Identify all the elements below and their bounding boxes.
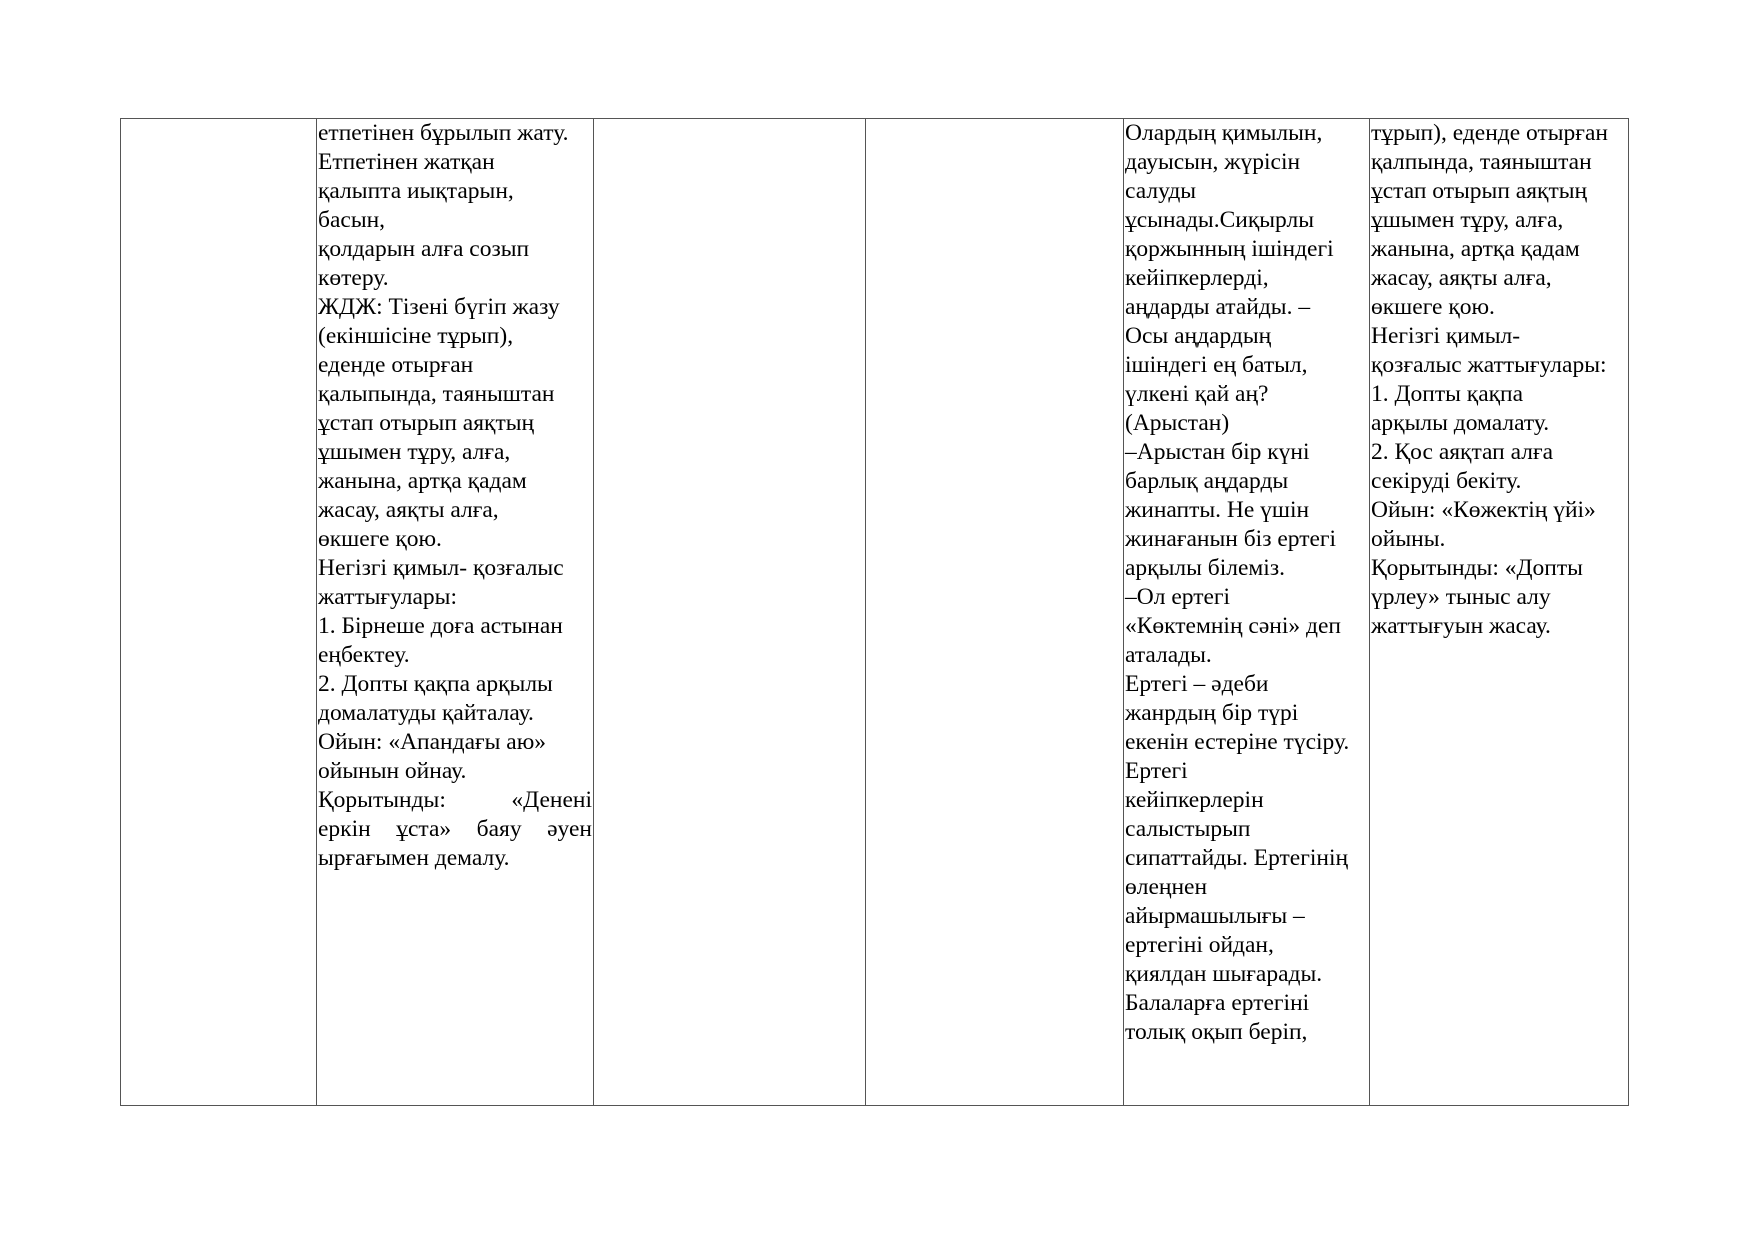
text-line: (екіншісіне тұрып), (318, 323, 514, 349)
text-line: жаттығулары: (318, 584, 457, 610)
word: ұста» (396, 816, 452, 842)
text-line: Негізгі қимыл- қозғалыс (318, 555, 564, 581)
text-line: екенін естеріне түсіру. (1125, 729, 1350, 755)
text-line: «Көктемнің сәні» деп (1125, 613, 1341, 639)
word: әуен (547, 816, 592, 842)
text-line: Негізгі қимыл- (1371, 323, 1521, 349)
text-line: ұшымен тұру, алға, (1371, 207, 1564, 233)
text-line: (Арыстан) (1125, 410, 1230, 436)
text-line: етпетінен бұрылып жату. (318, 120, 569, 146)
text-line: Ертегі – әдеби (1125, 671, 1269, 697)
text-line: Ертегі (1125, 758, 1188, 784)
text-line: жанына, артқа қадам (1371, 236, 1580, 262)
text-line: салыстырып (1125, 816, 1251, 842)
text-line: Олардың қимылын, (1125, 120, 1323, 146)
text-line: аталады. (1125, 642, 1212, 668)
text-line: арқылы білеміз. (1125, 555, 1285, 581)
text-line: қоржынның ішіндегі (1125, 236, 1334, 262)
text-line: жасау, аяқты алға, (318, 497, 499, 523)
text-line: Етпетінен жатқан (318, 149, 495, 175)
text-line: кейіпкерлерді, (1125, 265, 1269, 291)
text-line: жаттығуын жасау. (1371, 613, 1551, 639)
text-line: 1. Допты қақпа (1371, 381, 1524, 407)
text-line: өлеңнен (1125, 874, 1208, 900)
text-line: көтеру. (318, 265, 389, 291)
text-line: қиялдан шығарады. (1125, 961, 1323, 987)
col6-text (1371, 119, 1627, 641)
text-line: үрлеу» тыныс алу (1371, 584, 1551, 610)
word: баяу (476, 816, 522, 842)
text-line: ұстап отырып аяқтың (1371, 178, 1588, 204)
text-line: жинағанын біз ертегі (1125, 526, 1337, 552)
cell-col5 (1124, 119, 1370, 1106)
text-line: ұстап отырып аяқтың (318, 410, 535, 436)
schedule-table (120, 118, 1629, 1106)
word: «Денені (511, 787, 592, 813)
text-line: домалатуды қайталау. (318, 700, 534, 726)
text-line: қолдарын алға созып (318, 236, 530, 262)
text-line: барлық аңдарды (1125, 468, 1289, 494)
text-line: жанына, артқа қадам (318, 468, 527, 494)
cell-col1 (121, 119, 317, 1106)
word: еркін (318, 816, 371, 842)
text-line: сипаттайды. Ертегінің (1125, 845, 1349, 871)
text-line: қалыпында, таяныштан (318, 381, 555, 407)
col2-justified-text (318, 786, 592, 844)
text-line: Балаларға ертегіні (1125, 990, 1310, 1016)
text-line: өкшеге қою. (318, 526, 442, 552)
text-line: Қорытынды: «Допты (1371, 555, 1583, 581)
text-line: айырмашылығы – (1125, 903, 1305, 929)
text-line: ұсынады.Сиқырлы (1125, 207, 1315, 233)
cell-col6 (1370, 119, 1629, 1106)
text-line: дауысын, жүрісін (1125, 149, 1301, 175)
text-line: еденде отырған (318, 352, 474, 378)
text-line: ішіндегі ең батыл, (1125, 352, 1308, 378)
text-line: ертегіні ойдан, (1125, 932, 1274, 958)
justified-line (318, 786, 592, 815)
justified-line (318, 815, 592, 844)
word: Қорытынды: (318, 787, 446, 813)
text-line: жинапты. Не үшін (1125, 497, 1310, 523)
text-line: 2. Қос аяқтап алға (1371, 439, 1554, 465)
text-line: Осы аңдардың (1125, 323, 1272, 349)
text-line: еңбектеу. (318, 642, 410, 668)
col5-text (1125, 119, 1368, 1047)
text-line: арқылы домалату. (1371, 410, 1550, 436)
text-line: салуды (1125, 178, 1197, 204)
cell-col3 (594, 119, 866, 1106)
text-line: үлкені қай аң? (1125, 381, 1269, 407)
text-line: аңдарды атайды. – (1125, 294, 1311, 320)
text-line: ұшымен тұру, алға, (318, 439, 511, 465)
text-line: –Арыстан бір күні (1125, 439, 1310, 465)
cell-col4 (866, 119, 1124, 1106)
text-line: басын, (318, 207, 386, 233)
text-line: толық оқып беріп, (1125, 1019, 1308, 1045)
text-line: жасау, аяқты алға, (1371, 265, 1552, 291)
table-row (121, 119, 1629, 1106)
text-line: 1. Бірнеше доға астынан (318, 613, 563, 639)
text-line: 2. Допты қақпа арқылы (318, 671, 553, 697)
text-line: ЖДЖ: Тізені бүгіп жазу (318, 294, 560, 320)
text-line: қалыпта иықтарын, (318, 178, 514, 204)
text-line: Ойын: «Көжектің үйі» (1371, 497, 1596, 523)
text-line: тұрып), еденде отырған (1371, 120, 1608, 146)
text-line: өкшеге қою. (1371, 294, 1495, 320)
col2-text (318, 119, 592, 786)
text-line: ойыны. (1371, 526, 1446, 552)
text-line: секіруді бекіту. (1371, 468, 1522, 494)
text-line: қалпында, таяныштан (1371, 149, 1592, 175)
text-line: кейіпкерлерін (1125, 787, 1264, 813)
text-line: Ойын: «Апандағы аю» (318, 729, 547, 755)
text-line: –Ол ертегі (1125, 584, 1231, 610)
cell-col2 (317, 119, 594, 1106)
text-line: қозғалыс жаттығулары: (1371, 352, 1607, 378)
col2-last-line: ырғағымен демалу. (318, 845, 510, 871)
text-line: жанрдың бір түрі (1125, 700, 1299, 726)
text-line: ойынын ойнау. (318, 758, 467, 784)
